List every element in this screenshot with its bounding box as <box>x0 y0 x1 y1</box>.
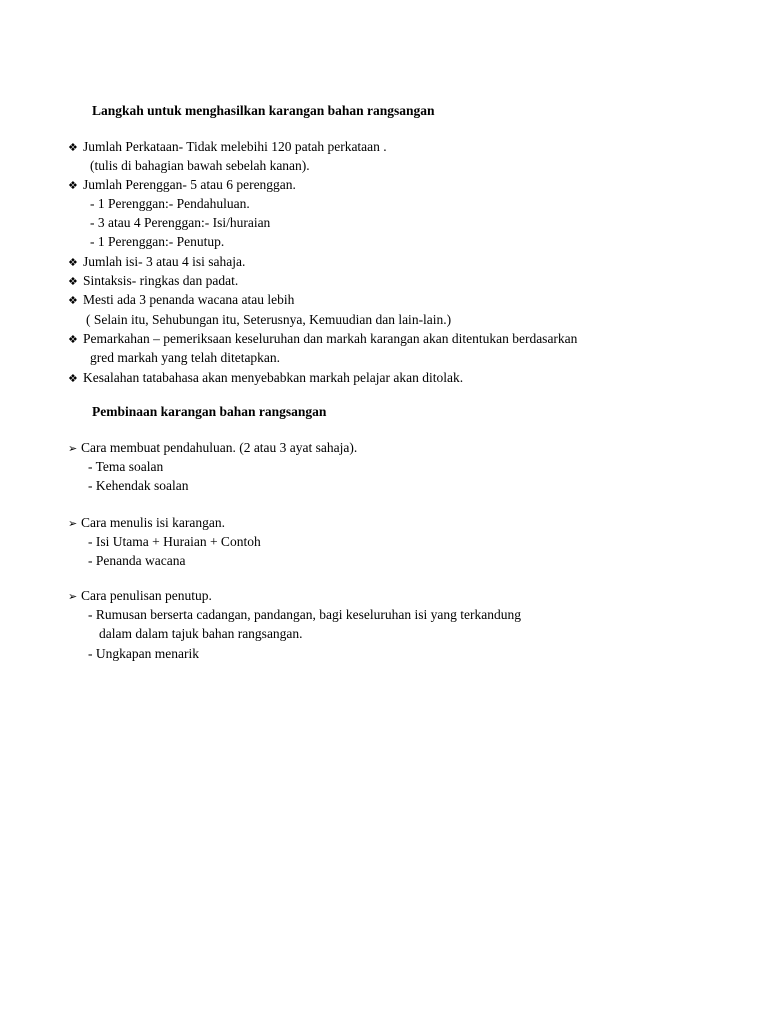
list-item: ❖ Mesti ada 3 penanda wacana atau lebih <box>68 290 294 310</box>
list-item: ➢ Cara membuat pendahuluan. (2 atau 3 ayat sahaja). <box>68 438 357 458</box>
list-item: ➢ Cara penulisan penutup. <box>68 586 212 606</box>
list-item: ❖ Jumlah isi- 3 atau 4 isi sahaja. <box>68 252 245 272</box>
sub-item: - 1 Perenggan:- Penutup. <box>90 234 225 249</box>
arrow-bullet-icon: ➢ <box>68 590 78 603</box>
diamond-bullet-icon: ❖ <box>68 372 78 385</box>
sub-item: - Penanda wacana <box>88 553 186 568</box>
list-item: ❖ Sintaksis- ringkas dan padat. <box>68 271 238 291</box>
diamond-bullet-icon: ❖ <box>68 256 78 269</box>
list-item: ❖ Kesalahan tatabahasa akan menyebabkan markah pelajar akan ditolak. <box>68 368 463 388</box>
sub-item: - 1 Perenggan:- Pendahuluan. <box>90 196 250 211</box>
sub-item: - Kehendak soalan <box>88 478 189 493</box>
list-item: ❖ Jumlah Perenggan- 5 atau 6 perenggan. <box>68 175 296 195</box>
list-item: ➢ Cara menulis isi karangan. <box>68 513 225 533</box>
diamond-bullet-icon: ❖ <box>68 333 78 346</box>
arrow-bullet-icon: ➢ <box>68 517 78 530</box>
diamond-bullet-icon: ❖ <box>68 179 78 192</box>
sub-item: - Rumusan berserta cadangan, pandangan, bagi keseluruhan isi yang terkandung <box>88 607 521 622</box>
diamond-bullet-icon: ❖ <box>68 275 78 288</box>
sub-item: - Tema soalan <box>88 459 164 474</box>
list-item-continuation: (tulis di bahagian bawah sebelah kanan). <box>90 158 310 173</box>
list-item: ❖ Pemarkahan – pemeriksaan keseluruhan dan markah karangan akan ditentukan berdasarkan <box>68 329 577 349</box>
sub-item-continuation: dalam dalam tajuk bahan rangsangan. <box>99 626 303 641</box>
section-heading-langkah: Langkah untuk menghasilkan karangan bahan rangsangan <box>92 103 435 118</box>
list-item-continuation: ( Selain itu, Sehubungan itu, Seterusnya, Kemuudian dan lain-lain.) <box>86 312 452 327</box>
arrow-bullet-icon: ➢ <box>68 442 78 455</box>
sub-item: - Ungkapan menarik <box>88 646 199 661</box>
diamond-bullet-icon: ❖ <box>68 294 78 307</box>
list-item-continuation: gred markah yang telah ditetapkan. <box>90 350 281 365</box>
sub-item: - 3 atau 4 Perenggan:- Isi/huraian <box>90 215 271 230</box>
diamond-bullet-icon: ❖ <box>68 141 78 154</box>
sub-item: - Isi Utama + Huraian + Contoh <box>88 534 261 549</box>
list-item: ❖ Jumlah Perkataan- Tidak melebihi 120 patah perkataan . <box>68 137 387 157</box>
section-heading-pembinaan: Pembinaan karangan bahan rangsangan <box>92 404 327 419</box>
